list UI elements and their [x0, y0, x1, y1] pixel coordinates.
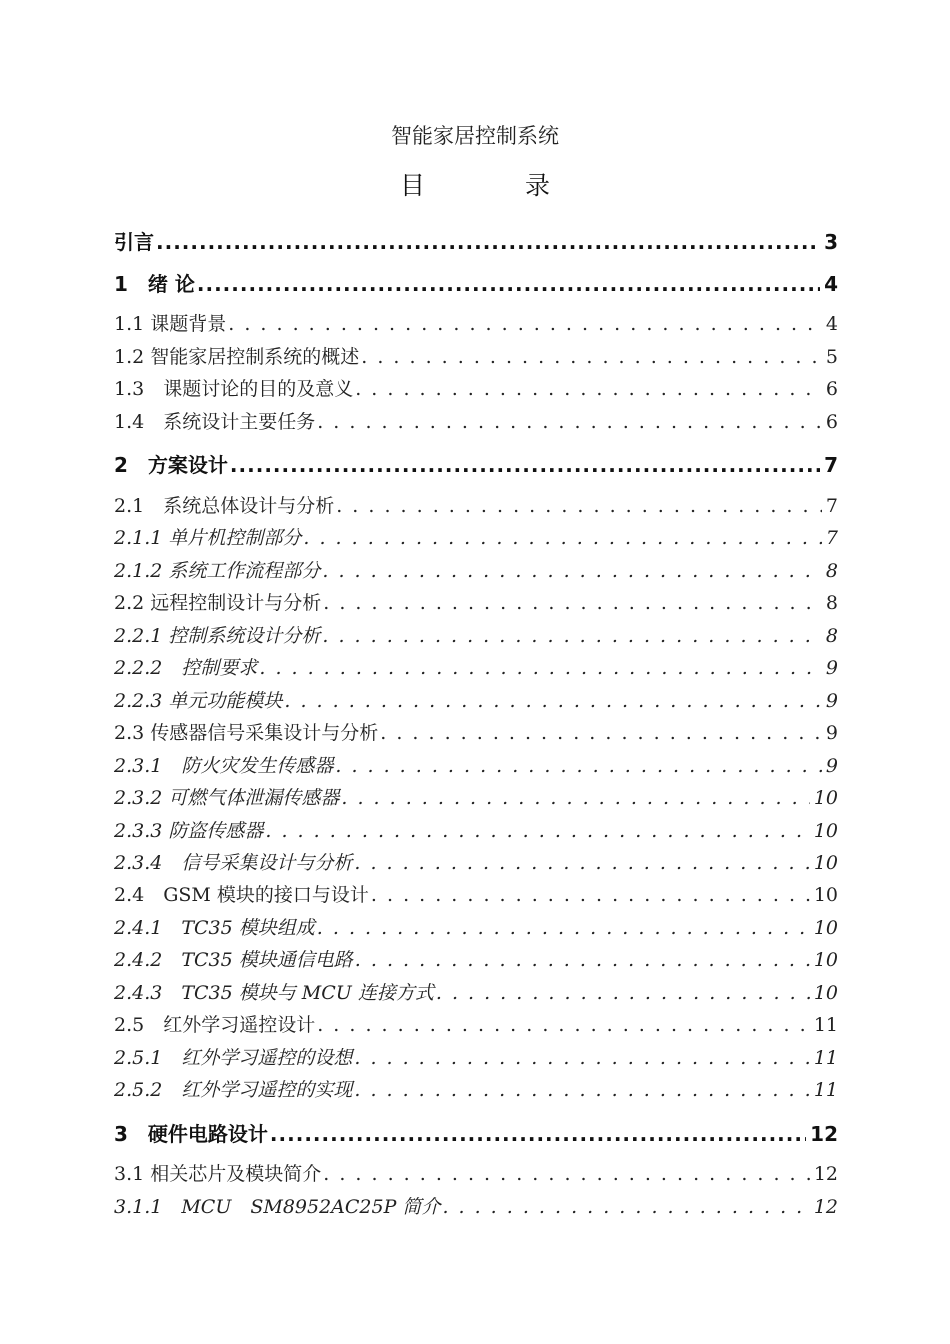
- toc-entry[interactable]: [114, 880, 838, 907]
- toc-entry[interactable]: [114, 686, 838, 713]
- toc-dot-leader: [317, 411, 822, 433]
- toc-page-number: 6: [825, 378, 838, 400]
- toc-entry-label: 1.4 系统设计主要任务: [114, 411, 316, 433]
- toc-page-number: 7: [825, 527, 838, 549]
- toc-dot-leader: [322, 560, 822, 582]
- toc-entry-label: 1 绪 论: [114, 272, 195, 296]
- toc-entry-label: 2.3.3 防盗传感器: [114, 820, 264, 842]
- toc-dot-leader: [156, 230, 820, 254]
- toc-page-number: 7: [824, 453, 838, 477]
- toc-entry-label: 1.2 智能家居控制系统的概述: [114, 346, 360, 368]
- toc-dot-leader: [335, 755, 822, 777]
- toc-entry-label: 2.4.1 TC35 模块组成: [114, 917, 315, 939]
- toc-entry[interactable]: [114, 1075, 838, 1102]
- toc-entry-label: 3.1.1 MCU SM8952AC25P 简介: [114, 1196, 441, 1218]
- toc-entry[interactable]: [114, 816, 838, 843]
- toc-dot-leader: [355, 949, 810, 971]
- toc-entry-label: 2.2.2 控制要求: [114, 657, 258, 679]
- toc-entry-label: 2.2 远程控制设计与分析: [114, 592, 322, 614]
- toc-entry-label: 2 方案设计: [114, 453, 228, 477]
- toc-entry[interactable]: [114, 556, 838, 583]
- toc-page-number: 10: [813, 787, 838, 809]
- toc-page-number: 8: [825, 625, 838, 647]
- toc-entry-label: 2.3 传感器信号采集设计与分析: [114, 722, 379, 744]
- toc-entry[interactable]: [114, 718, 838, 745]
- toc-dot-leader: [284, 690, 822, 712]
- toc-entry-label: 2.5 红外学习遥控设计: [114, 1014, 316, 1036]
- toc-entry[interactable]: [114, 783, 838, 810]
- toc-entry[interactable]: [114, 751, 838, 778]
- toc-entry[interactable]: [114, 1159, 838, 1186]
- toc-dot-leader: [317, 1014, 810, 1036]
- toc-dot-leader: [442, 1196, 809, 1218]
- toc-page-number: 11: [813, 1047, 838, 1069]
- toc-dot-leader: [436, 982, 810, 1004]
- toc-page-number: 12: [810, 1122, 838, 1146]
- toc-entry[interactable]: [114, 621, 838, 648]
- toc-page-number: 10: [813, 820, 838, 842]
- toc-dot-leader: [323, 592, 822, 614]
- toc-page-number: 8: [825, 560, 838, 582]
- toc-page-number: 10: [813, 917, 838, 939]
- toc-entry-label: 2.5.2 红外学习遥控的实现: [114, 1079, 353, 1101]
- toc-entry[interactable]: [114, 309, 838, 336]
- toc-entry-label: 2.2.3 单元功能模块: [114, 690, 283, 712]
- toc-dot-leader: [354, 1047, 809, 1069]
- toc-dot-leader: [303, 527, 822, 549]
- toc-entry-label: 2.1.1 单片机控制部分: [114, 527, 302, 549]
- toc-dot-leader: [317, 917, 810, 939]
- toc-entry-label: 2.3.2 可燃气体泄漏传感器: [114, 787, 340, 809]
- toc-dot-leader: [355, 378, 822, 400]
- toc-page-number: 9: [825, 722, 838, 744]
- toc-page-number: 5: [825, 346, 838, 368]
- toc-dot-leader: [380, 722, 822, 744]
- toc-page-number: 10: [813, 884, 838, 906]
- toc-page-number: 9: [825, 755, 838, 777]
- toc-entry[interactable]: [114, 978, 838, 1005]
- toc-page-number: 4: [824, 272, 838, 296]
- toc-page-number: 12: [813, 1163, 838, 1185]
- toc-entry-label: 2.4.2 TC35 模块通信电路: [114, 949, 353, 971]
- toc-entry[interactable]: [114, 1010, 838, 1037]
- toc-page-number: 12: [813, 1196, 838, 1218]
- toc-dot-leader: [228, 313, 822, 335]
- toc-entry[interactable]: [114, 1043, 838, 1070]
- toc-entry[interactable]: [114, 491, 838, 518]
- toc-entry-label: 2.1.2 系统工作流程部分: [114, 560, 321, 582]
- toc-dot-leader: [323, 1163, 810, 1185]
- toc-entry-label: 2.1 系统总体设计与分析: [114, 495, 335, 517]
- toc-entry[interactable]: [114, 342, 838, 369]
- toc-dot-leader: [361, 346, 822, 368]
- document-title: 智能家居控制系统: [391, 124, 559, 148]
- toc-entry[interactable]: [114, 1118, 838, 1147]
- toc-entry[interactable]: [114, 523, 838, 550]
- toc-entry[interactable]: [114, 449, 838, 478]
- toc-dot-leader: [197, 272, 820, 296]
- toc-entry[interactable]: [114, 226, 838, 255]
- toc-dot-leader: [354, 852, 809, 874]
- toc-heading: 目 录: [400, 171, 596, 200]
- toc-page-number: 4: [825, 313, 838, 335]
- toc-entry-label: 3.1 相关芯片及模块简介: [114, 1163, 322, 1185]
- toc-entry-label: 2.4.3 TC35 模块与 MCU 连接方式: [114, 982, 434, 1004]
- toc-page-number: 10: [813, 852, 838, 874]
- toc-dot-leader: [336, 495, 822, 517]
- toc-entry-label: 2.5.1 红外学习遥控的设想: [114, 1047, 353, 1069]
- toc-dot-leader: [230, 453, 820, 477]
- toc-page-number: 3: [824, 230, 838, 254]
- toc-entry[interactable]: [114, 848, 838, 875]
- toc-entry[interactable]: [114, 653, 838, 680]
- toc-entry-label: 3 硬件电路设计: [114, 1122, 268, 1146]
- toc-entry[interactable]: [114, 407, 838, 434]
- toc-page-number: 10: [813, 982, 838, 1004]
- toc-dot-leader: [341, 787, 809, 809]
- toc-page-number: 8: [825, 592, 838, 614]
- toc-dot-leader: [354, 1079, 809, 1101]
- toc-entry-label: 1.3 课题讨论的目的及意义: [114, 378, 354, 400]
- toc-dot-leader: [259, 657, 822, 679]
- toc-entry-label: 2.2.1 控制系统设计分析: [114, 625, 321, 647]
- toc-page-number: 10: [813, 949, 838, 971]
- toc-entry[interactable]: [114, 374, 838, 401]
- toc-page-number: 9: [825, 657, 838, 679]
- toc-dot-leader: [265, 820, 809, 842]
- toc-entry-label: 引言: [114, 230, 154, 254]
- toc-page-number: 7: [825, 495, 838, 517]
- toc-entry-label: 2.4 GSM 模块的接口与设计: [114, 884, 369, 906]
- toc-entry[interactable]: [114, 588, 838, 615]
- toc-page-number: 11: [813, 1079, 838, 1101]
- toc-page-number: 6: [825, 411, 838, 433]
- toc-page-number: 11: [813, 1014, 838, 1036]
- toc-entry[interactable]: [114, 1192, 838, 1219]
- toc-dot-leader: [270, 1122, 806, 1146]
- toc-entry-label: 2.3.4 信号采集设计与分析: [114, 852, 353, 874]
- toc-page-number: 9: [825, 690, 838, 712]
- toc-entry-label: 2.3.1 防火灾发生传感器: [114, 755, 334, 777]
- toc-entry[interactable]: [114, 268, 838, 297]
- toc-entry[interactable]: [114, 913, 838, 940]
- toc-dot-leader: [322, 625, 822, 647]
- toc-dot-leader: [371, 884, 810, 906]
- toc-entry[interactable]: [114, 945, 838, 972]
- toc-entry-label: 1.1 课题背景: [114, 313, 227, 335]
